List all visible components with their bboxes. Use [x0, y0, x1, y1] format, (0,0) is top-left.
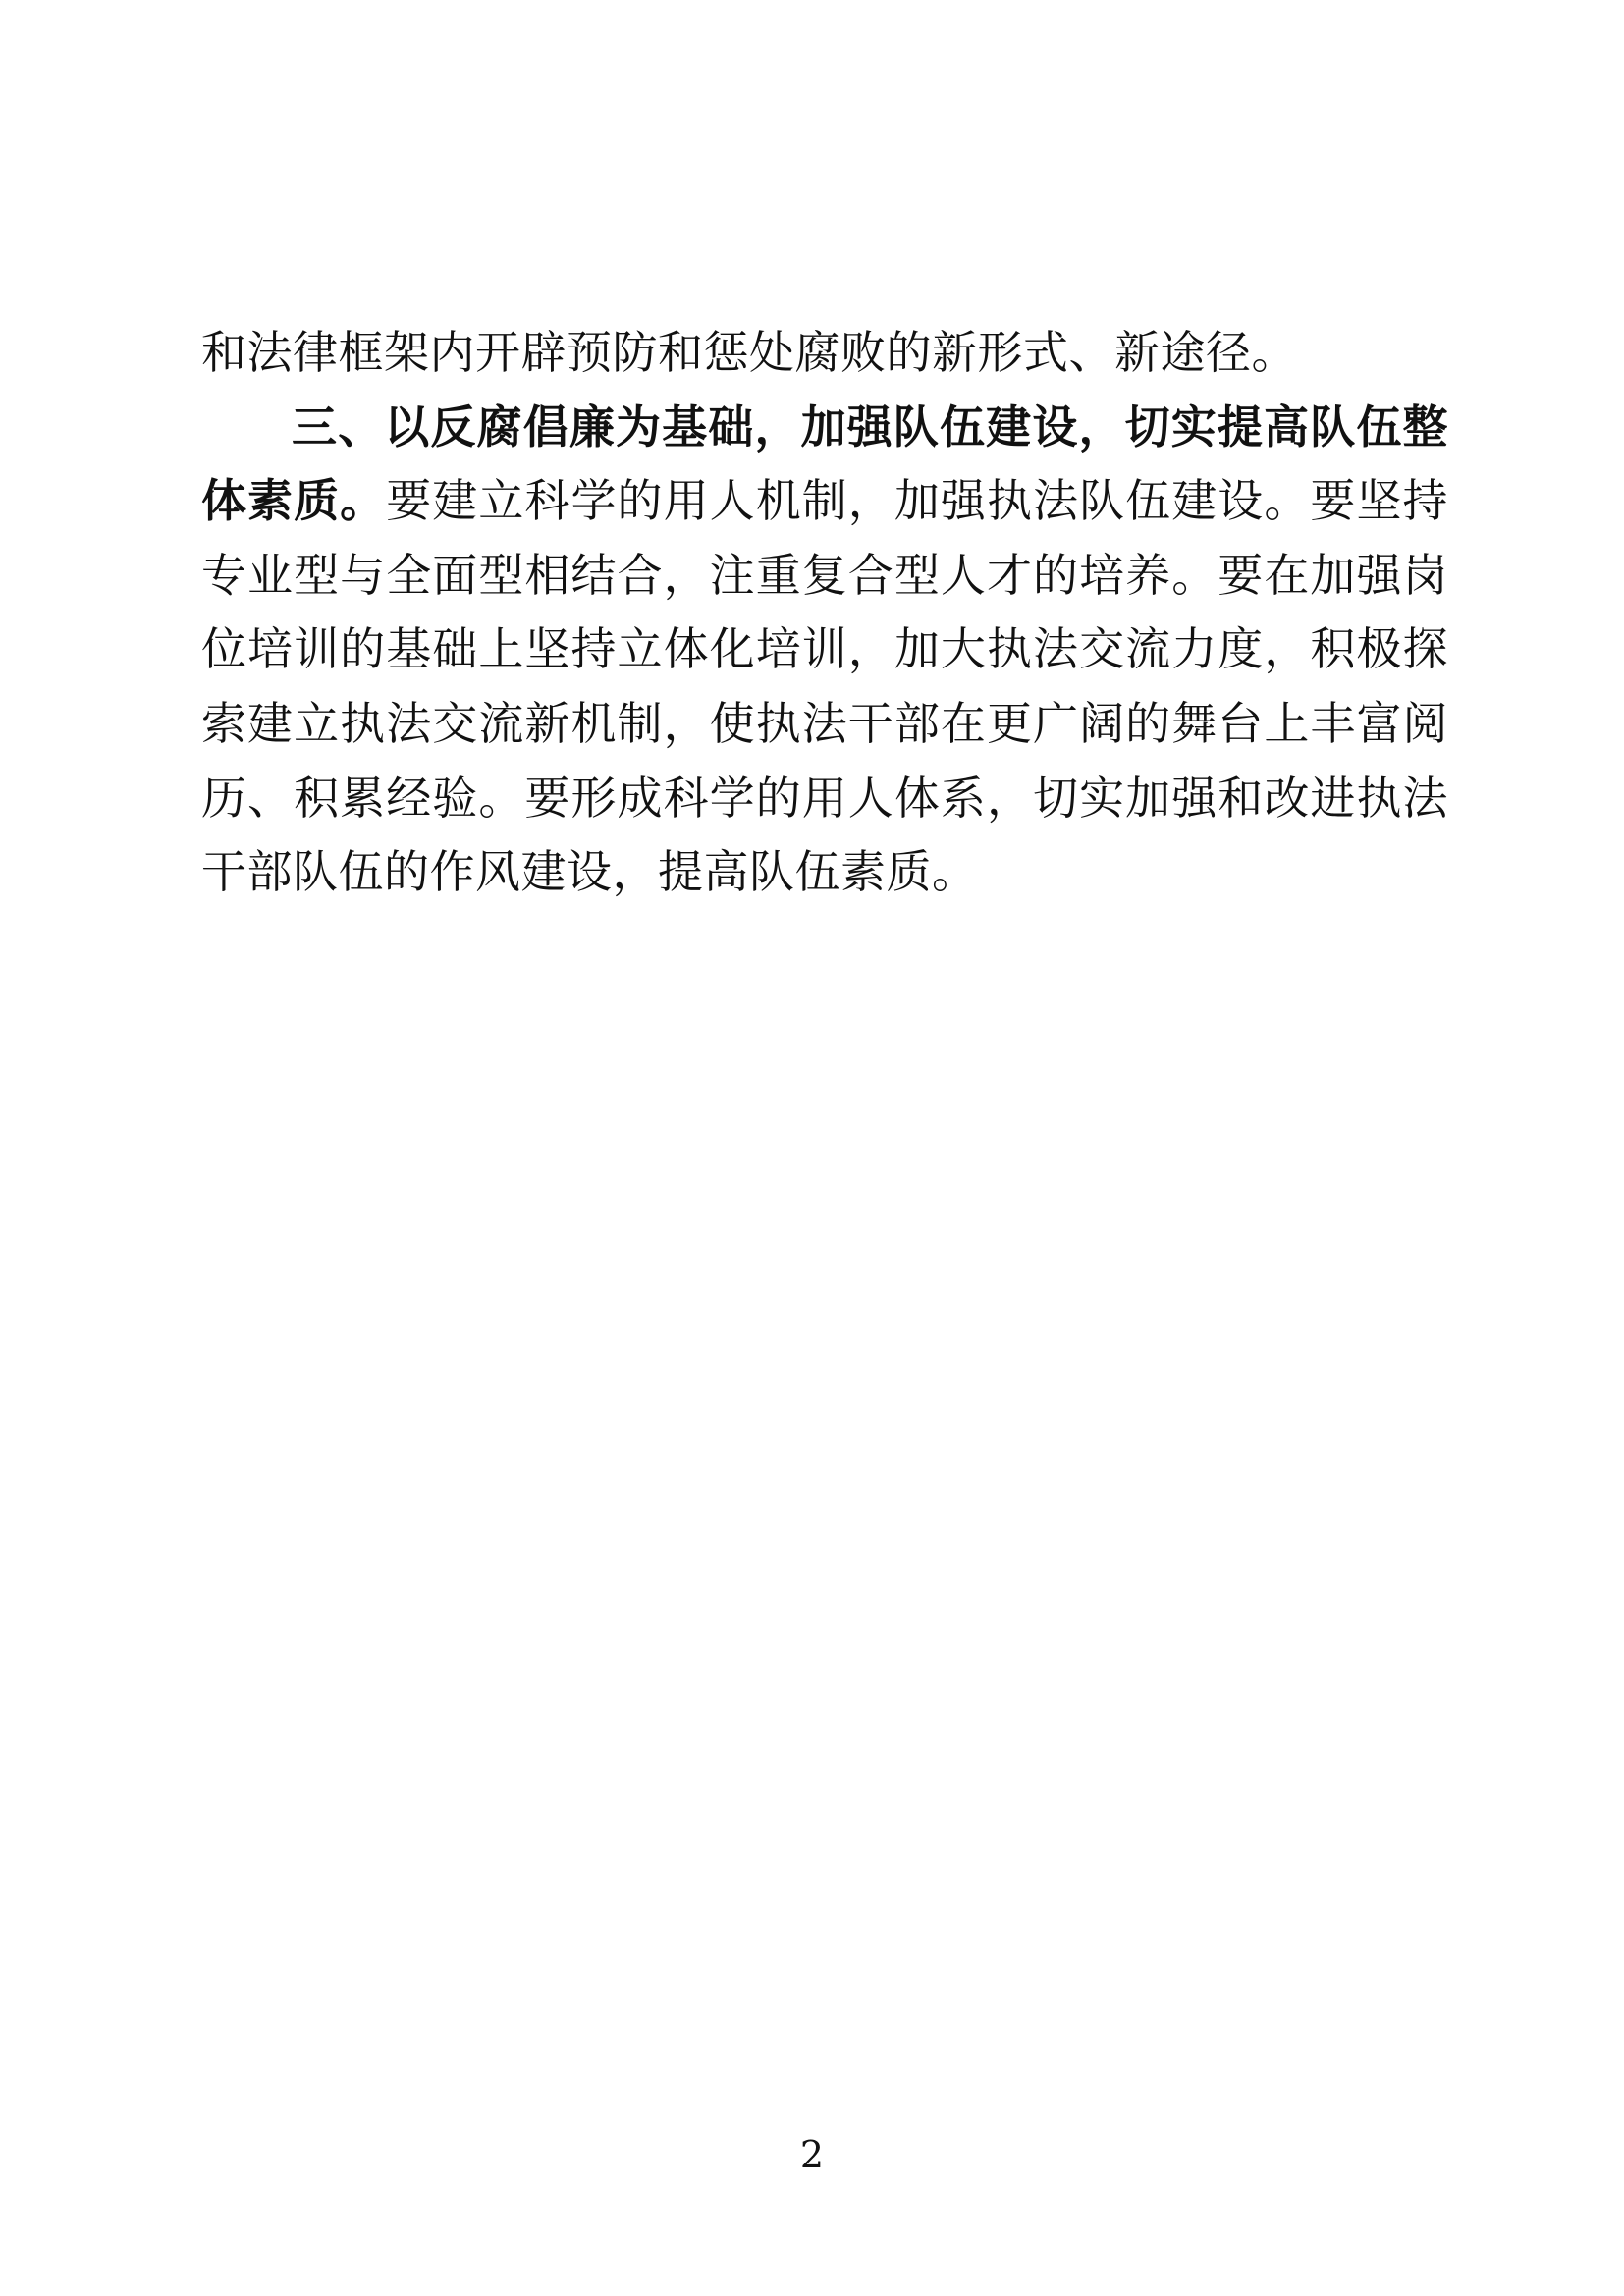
section-heading: 三、以反腐倡廉为基础，加强队伍建设，切实提高队伍整体素质。 [201, 400, 1448, 528]
section-body: 要建立科学的用人机制，加强执法队伍建设。要坚持专业型与全面型相结合，注重复合型人才的培养。要在加强岗位培训的基础上坚持立体化培训，加大执法交流力度，积极探索建立执法交流新机制，使执法干部在更广阔的舞台上丰富阅历、积累经验。要形成科学的用人体系，切实加强和改进执法干部队伍的作风建设，提高队伍素质。 [201, 474, 1449, 899]
paragraph-continuation: 和法律框架内开辟预防和惩处腐败的新形式、新途径。 [201, 326, 1297, 379]
page-number: 2 [799, 2133, 825, 2176]
body-text [201, 316, 1448, 910]
paragraph-section-three [201, 391, 1448, 910]
